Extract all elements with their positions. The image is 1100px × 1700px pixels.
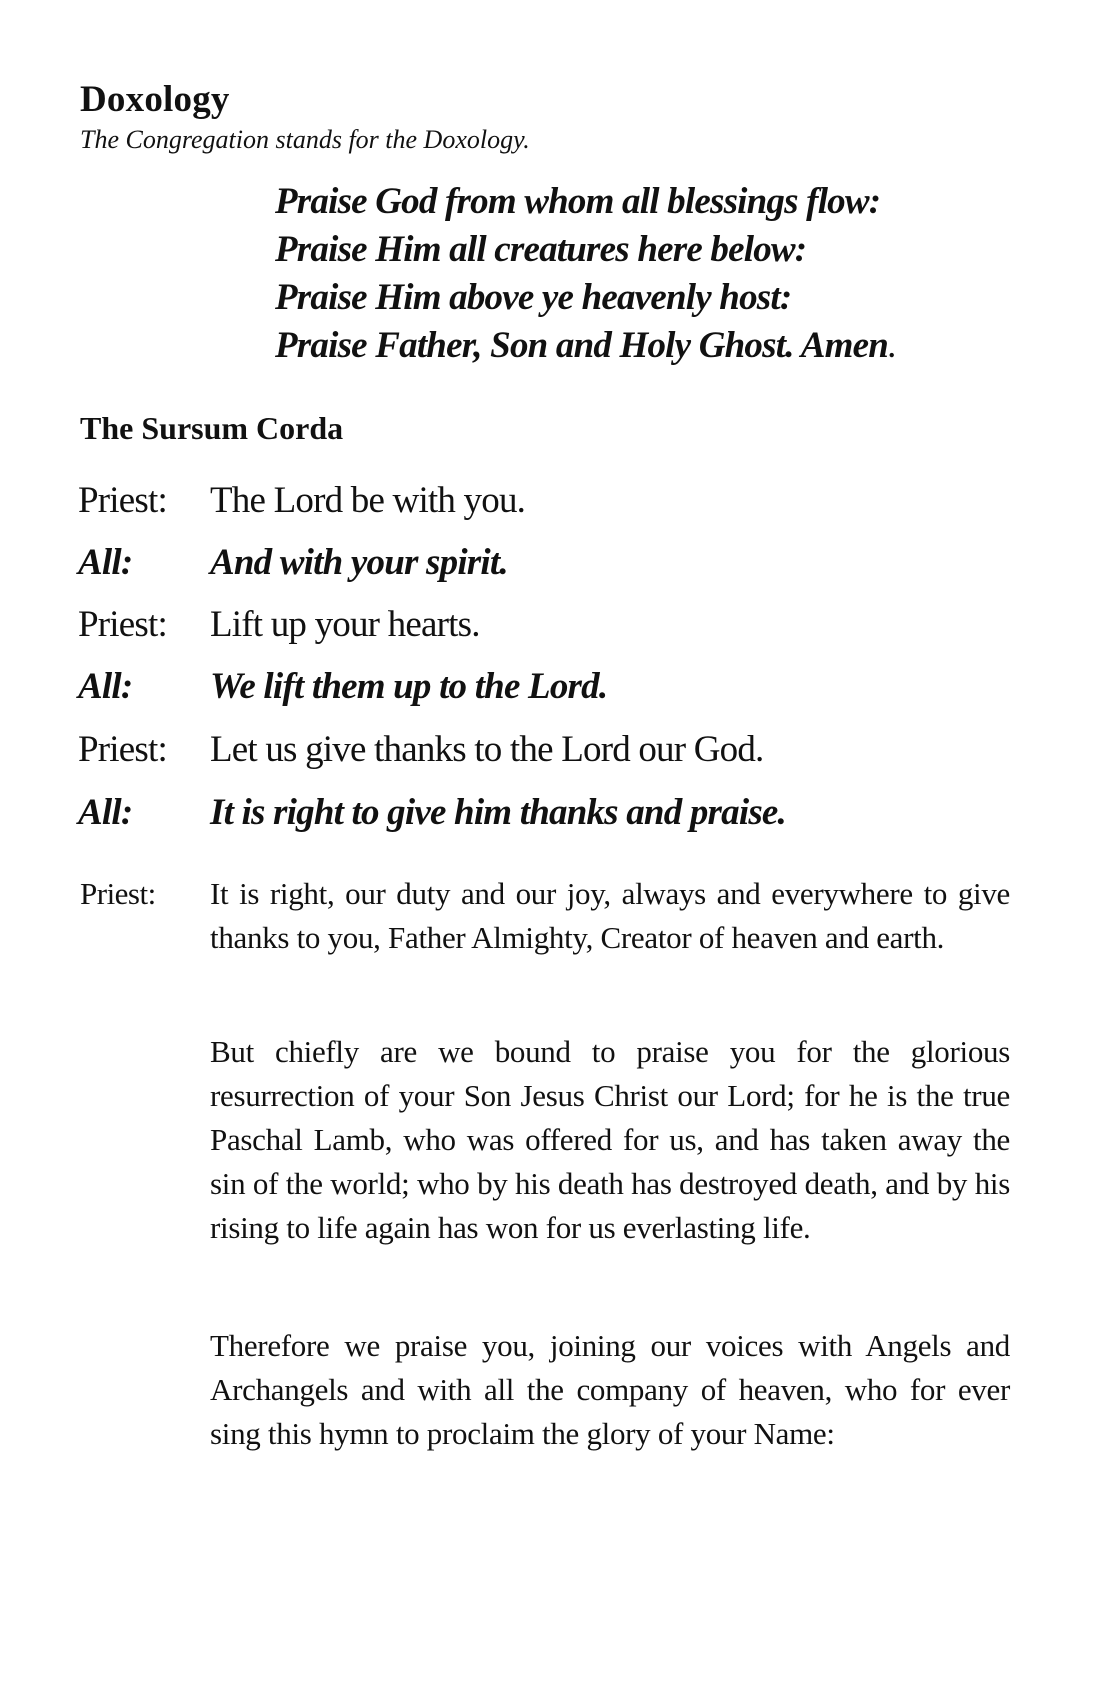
speaker-label: All:	[78, 792, 133, 833]
doxology-verse: Praise Him above ye heavenly host:	[275, 277, 792, 318]
dialogue-text: Let us give thanks to the Lord our God.	[210, 729, 764, 770]
dialogue-line	[0, 476, 1100, 526]
preface-speaker-label: Priest:	[80, 876, 156, 911]
doxology-verse: Praise Him all creatures here below:	[275, 229, 807, 270]
preface-paragraph: It is right, our duty and our joy, always and everywhere to give thanks to you, Father Almighty, Creator of heaven and earth.	[210, 876, 1010, 955]
doxology-verse: Praise God from whom all blessings flow:	[275, 181, 881, 222]
speaker-label: Priest:	[78, 604, 167, 645]
dialogue-line	[0, 538, 1100, 588]
preface-paragraph: Therefore we praise you, joining our voices with Angels and Archangels and with all the company of heaven, who for ever sing this hymn to proclaim the glory of your Name:	[210, 1328, 1010, 1451]
doxology-verse-end: .	[888, 325, 897, 366]
speaker-label: Priest:	[78, 729, 167, 770]
dialogue-text: The Lord be with you.	[210, 480, 526, 521]
doxology-verses	[275, 178, 896, 370]
dialogue-line	[0, 788, 1100, 838]
doxology-verse-text: Praise Father, Son and Holy Ghost. Amen	[275, 325, 888, 366]
sursum-corda-title: The Sursum Corda	[80, 410, 344, 446]
dialogue-text: It is right to give him thanks and praise.	[210, 792, 786, 833]
dialogue-text: We lift them up to the Lord.	[210, 666, 608, 707]
dialogue-line	[0, 725, 1100, 775]
speaker-label: All:	[78, 666, 133, 707]
dialogue-text: Lift up your hearts.	[210, 604, 480, 645]
dialogue-line	[0, 600, 1100, 650]
dialogue-text: And with your spirit.	[210, 542, 508, 583]
doxology-instruction: The Congregation stands for the Doxology.	[80, 125, 530, 154]
preface-paragraph: But chiefly are we bound to praise you for the glorious resurrection of your Son Jesus Christ our Lord; for he is the true Paschal Lamb, who was offered for us, and has taken away the sin of the world; who by his death has destroyed death, and by his rising to life again has won for us everlasting life.	[210, 1034, 1010, 1245]
doxology-verse-last	[275, 322, 896, 370]
speaker-label: All:	[78, 542, 133, 583]
speaker-label: Priest:	[78, 480, 167, 521]
doxology-title: Doxology	[80, 79, 230, 120]
dialogue-line	[0, 662, 1100, 712]
